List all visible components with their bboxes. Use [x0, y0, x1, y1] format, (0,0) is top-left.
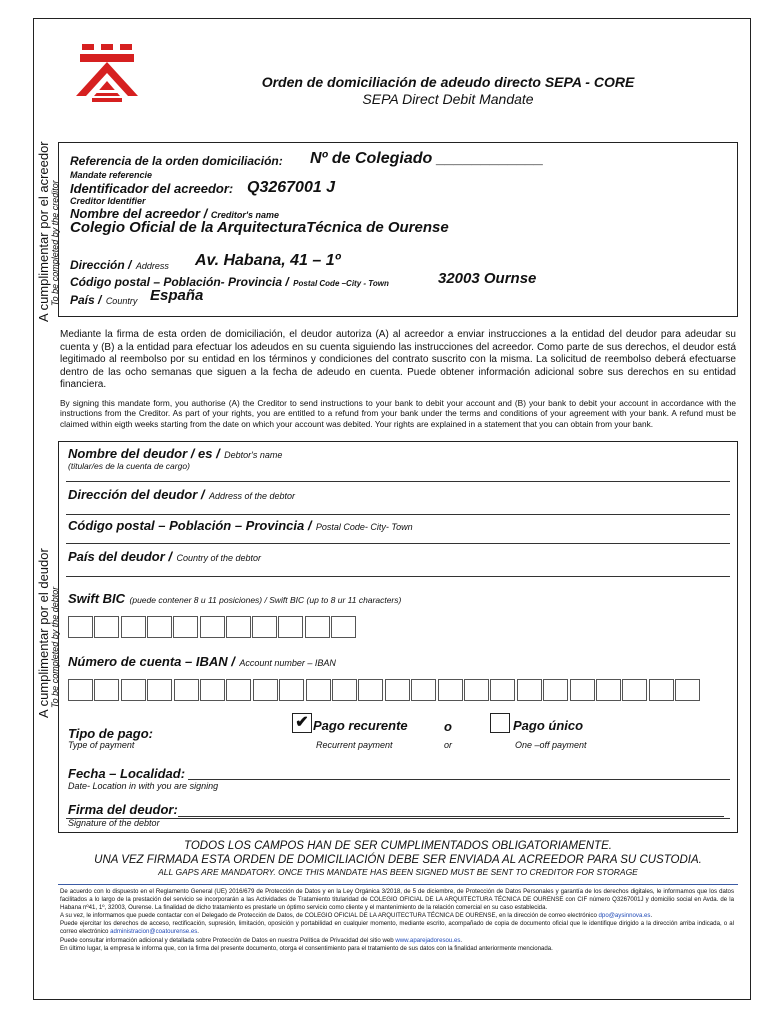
mandate-text-es: Mediante la firma de esta orden de domiciliación, el deudor autoriza (A) al acreedor a enviar instrucciones a la entidad del deudor para adeudar su cuenta y (B) a la entidad para efectuar los adeudos en su cuenta siguiendo las instrucciones del acreedor. Como parte de sus derechos, el deudor está legitimado al reembolso por su entidad en los términos y condiciones del contrato suscrito con la misma. La solicitud de reembolso deberá efectuarse dentro de las ocho semanas que siguen a la fecha de adeudo en cuenta. Puede obtener información adicional sobre sus derechos en su entidad financiera. [60, 329, 736, 390]
document-title: Orden de domiciliación de adeudo directo SEPA - CORE [261, 74, 635, 90]
signature-label: Firma del deudor: [68, 802, 178, 817]
date-location-field[interactable] [188, 779, 730, 780]
payment-type-en: Type of payment [68, 740, 135, 750]
swift-bic-cell[interactable] [226, 616, 251, 638]
debtor-country-row [68, 548, 261, 566]
document-subtitle: SEPA Direct Debit Mandate [362, 91, 534, 107]
single-payment-label: Pago único [513, 718, 584, 733]
college-logo [72, 40, 142, 110]
or-en: or [444, 740, 453, 750]
swift-bic-cell[interactable] [278, 616, 303, 638]
signature-field[interactable] [178, 816, 724, 817]
debtor-side-label: A cumplimentar por el deudor [36, 548, 51, 718]
footer-p2-text: A su vez, le informamos que puede contactar con el Delegado de Protección de Datos, de COLEGIO OFICIAL DE LA ARQUITECTURA TÉCNICA DE OURENSE, en la dirección de correo electrónico [60, 912, 597, 920]
debtor-name-en: Debtor's name [224, 450, 283, 460]
creditor-name-en: Creditor's name [210, 210, 280, 220]
footer-p3-text: Puede ejercitar los derechos de acceso, rectificación, supresión, limitación, oposición y portabilidad en cualquier momento, mediante escrito, acompañado de copia de documento oficial que le identifique dirigido a la dirección arriba indicada, o al correo electrónico [60, 920, 734, 936]
footer-paragraph-5: En último lugar, la empresa le informa que, con la firma del presente documento, otorga el consentimiento para el tratamiento de sus datos con la finalidad anteriormente mencionada. [60, 944, 553, 952]
swift-bic-cell[interactable] [252, 616, 277, 638]
creditor-address-value: Av. Habana, 41 – 1º [195, 252, 341, 269]
iban-cell[interactable] [174, 679, 199, 701]
creditor-country-label: País / [70, 293, 102, 307]
debtor-postal-row [68, 517, 413, 535]
debtor-side-sublabel: To be completed by the debtor [50, 586, 60, 708]
iban-cell[interactable] [411, 679, 436, 701]
iban-cell[interactable] [306, 679, 331, 701]
swift-bic-cell[interactable] [147, 616, 172, 638]
creditor-id-value: Q3267001 J [247, 179, 336, 196]
debtor-postal-en: Postal Code- City- Town [315, 522, 413, 532]
debtor-address-en: Address of the debtor [208, 491, 296, 501]
footer-p4-text: Puede consultar información adicional y detallada sobre Protección de Datos en nuestra Política de Privacidad del sitio web [60, 936, 394, 944]
footer-paragraph-4 [60, 937, 734, 945]
creditor-name-value: Colegio Oficial de la ArquitecturaTécnica de Ourense [70, 219, 449, 236]
swift-bic-cell[interactable] [200, 616, 225, 638]
swift-bic-cell[interactable] [68, 616, 93, 638]
iban-cell[interactable] [332, 679, 357, 701]
single-payment-checkbox[interactable] [490, 713, 510, 733]
admin-email-link[interactable]: administracion@coatourense.es [110, 928, 198, 936]
swift-bic-cell[interactable] [331, 616, 356, 638]
swift-bic-cell[interactable] [121, 616, 146, 638]
iban-cell[interactable] [279, 679, 304, 701]
recurrent-en: Recurrent payment [316, 740, 393, 750]
iban-cell[interactable] [253, 679, 278, 701]
date-location-label: Fecha – Localidad: [68, 766, 186, 781]
iban-row [68, 653, 336, 671]
iban-cell[interactable] [121, 679, 146, 701]
website-link[interactable]: www.aparejadoresou.es [395, 936, 461, 944]
creditor-country-value: España [150, 287, 204, 304]
mandate-reference-en: Mandate referencie [70, 170, 153, 180]
iban-cell[interactable] [94, 679, 119, 701]
footer-divider [58, 884, 738, 885]
creditor-id-label: Identificador del acreedor: [70, 181, 234, 196]
debtor-address-field[interactable] [66, 514, 730, 515]
debtor-postal-label: Código postal – Población – Provincia / [68, 518, 312, 533]
iban-cell[interactable] [543, 679, 568, 701]
iban-cell[interactable] [570, 679, 595, 701]
debtor-country-label: País del deudor / [68, 549, 173, 564]
debtor-address-label: Dirección del deudor / [68, 487, 205, 502]
iban-cell[interactable] [464, 679, 489, 701]
mandate-text-en: By signing this mandate form, you authorise (A) the Creditor to send instructions to your bank to debit your account and (B) your bank to debit your account in accordance with the instructions from the Creditor. As part of your rights, you are entitled to a refund from your bank under the terms and conditions of your agreement with your bank. A refund must be claimed within eigth weeks starting from the date on which your account was debited. Your rights are explained in a statement that you can obtain from your bank. [60, 398, 736, 429]
footer-p2-end: . [650, 912, 653, 920]
mandatory-notice-1: TODOS LOS CAMPOS HAN DE SER CUMPLIMENTADOS OBLIGATORIAMENTE. [184, 840, 612, 852]
footer-paragraph-3 [60, 920, 734, 936]
swift-bic-cell[interactable] [94, 616, 119, 638]
debtor-postal-field[interactable] [66, 543, 730, 544]
signature-underline [66, 818, 730, 819]
debtor-name-note: (titular/es de la cuenta de cargo) [68, 461, 190, 471]
iban-cell[interactable] [490, 679, 515, 701]
debtor-country-en: Country of the debtor [176, 553, 262, 563]
iban-cell[interactable] [517, 679, 542, 701]
iban-label: Número de cuenta – IBAN / [68, 654, 235, 669]
creditor-side-sublabel: To be completed by the creditor [50, 180, 60, 306]
footer-p4-end: . [460, 936, 463, 944]
iban-cell[interactable] [68, 679, 93, 701]
footer-paragraph-2 [60, 912, 734, 920]
or-label: o [444, 719, 452, 734]
creditor-postal-label: Código postal – Población- Provincia / [70, 275, 289, 289]
creditor-postal-en: Postal Code –City - Town [293, 279, 389, 288]
mandatory-notice-en: ALL GAPS ARE MANDATORY. ONCE THIS MANDATE HAS BEEN SIGNED MUST BE SENT TO CREDITOR FOR STORAGE [158, 867, 638, 877]
mandate-reference-label: Referencia de la orden domiciliación: [70, 154, 283, 168]
debtor-name-label: Nombre del deudor / es / [68, 446, 220, 461]
iban-cell[interactable] [226, 679, 251, 701]
data-protection-notice [60, 888, 734, 953]
mandatory-notice-2: UNA VEZ FIRMADA ESTA ORDEN DE DOMICILIACIÓN DEBE SER ENVIADA AL ACREEDOR PARA SU CUSTODIA. [94, 854, 702, 866]
swift-bic-cell[interactable] [305, 616, 330, 638]
recurrent-label: Pago recurente [313, 718, 408, 733]
iban-cell[interactable] [596, 679, 621, 701]
creditor-address-en: Address [135, 261, 169, 271]
creditor-address-row [70, 256, 169, 274]
dpo-email-link[interactable]: dpo@aysinnova.es [598, 912, 651, 920]
mandate-reference-value: Nº de Colegiado ____________ [310, 150, 544, 167]
iban-cell[interactable] [147, 679, 172, 701]
iban-cell[interactable] [200, 679, 225, 701]
creditor-postal-row [70, 273, 389, 291]
debtor-name-field[interactable] [66, 481, 730, 482]
debtor-country-field[interactable] [66, 576, 730, 577]
creditor-address-label: Dirección / [70, 258, 132, 272]
creditor-postal-value: 32003 Ournse [438, 270, 537, 287]
swift-bic-cell[interactable] [173, 616, 198, 638]
single-payment-en: One –off payment [515, 740, 587, 750]
creditor-country-en: Country [105, 296, 138, 306]
swift-note: (puede contener 8 u 11 posiciones) / Swift BIC (up to 8 ur 11 characters) [129, 595, 402, 605]
creditor-name-label: Nombre del acreedor / [70, 206, 208, 221]
iban-cell[interactable] [385, 679, 410, 701]
creditor-id-en: Creditor Identifier [70, 196, 146, 206]
date-location-en: Date- Location in with you are signing [68, 781, 219, 791]
iban-en: Account number – IBAN [239, 658, 336, 668]
swift-row [68, 590, 401, 608]
iban-cell[interactable] [622, 679, 647, 701]
debtor-address-row [68, 486, 295, 504]
iban-cell[interactable] [675, 679, 700, 701]
footer-paragraph-1: De acuerdo con lo dispuesto en el Reglamento General (UE) 2016/679 de Protección de Datos y en la Ley Orgánica 3/2018, de 5 de diciembre, de Protección de Datos Personales y garantía de los derechos digitales, le informamos que los datos facilitados a lo largo de la prestación del servicio se incorporarán a las Actividades de Tratamiento titularidad de COLEGIO OFICIAL DE LA ARQUITECTURA TÉCNICA DE OURENSE con CIF número Q3267001J y domicilio social en Avda. de la Habana nº41, 1º, 32003, Ourense. La finalidad de dicho tratamiento es prestarle un óptimo servicio como cliente y el mantenimiento de la relación comercial en su caso establecida. [60, 888, 734, 912]
creditor-side-label: A cumplimentar por el acreedor [36, 141, 51, 322]
footer-p3-end: . [197, 928, 199, 936]
payment-type-label: Tipo de pago: [68, 726, 153, 741]
signature-en: Signature of the debtor [68, 818, 160, 828]
iban-cell[interactable] [649, 679, 674, 701]
creditor-country-row [70, 291, 137, 309]
iban-cell[interactable] [358, 679, 383, 701]
swift-label: Swift BIC [68, 591, 126, 606]
iban-cell[interactable] [438, 679, 463, 701]
recurrent-checkbox[interactable]: ✔ [292, 713, 312, 733]
